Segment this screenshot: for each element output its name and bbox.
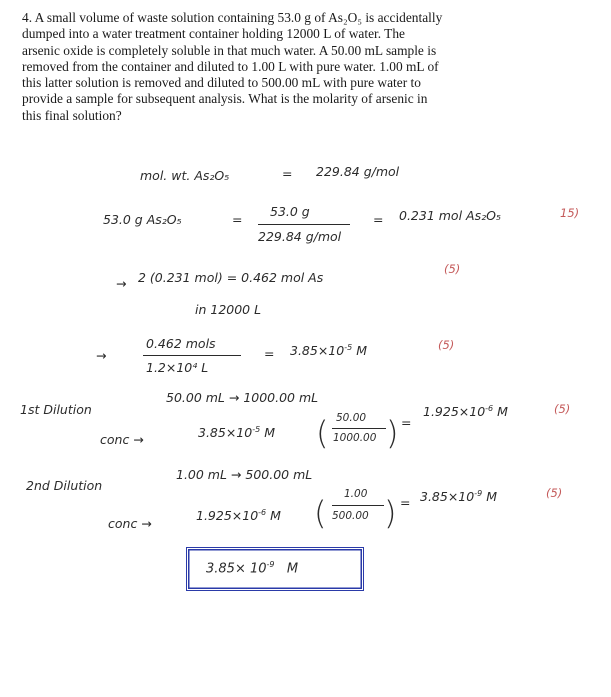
dilution1-paren-open: ( [316,414,329,452]
step1-fraction-bar [258,224,350,225]
dilution1-equals: = [401,415,412,430]
dilution2-paren-open: ( [314,494,327,532]
question-text [22,10,592,124]
dilution1-conc: $3.85\times 10^{-5}$ M [198,425,275,441]
dilution1-paren-close: ) [386,414,399,452]
step3-arrow: → [96,348,107,363]
question-line: arsenic oxide is completely soluble in that much water. A 50.00 mL sample is [22,42,437,58]
step1-denominator: 229.84 g/mol [258,229,342,244]
step2-points: (5) [444,262,461,276]
dilution1-points: (5) [554,402,571,416]
step3-equals: = [264,346,275,361]
step1-numerator: 53.0 g [270,204,310,219]
step3-denominator: 1.2×10⁴ L [146,360,209,375]
step3-numerator: 0.462 mols [146,336,216,351]
dilution2-conc: $1.925\times 10^{-6}$ M [196,508,281,524]
dilution1-volumes: 50.00 mL → 1000.00 mL [166,390,319,405]
dilution1-result: $1.925\times 10^{-6}$ M [423,404,508,420]
molwt-value: 229.84 g/mol [316,164,400,179]
final-answer: $3.85\times 10^{-9}$ M [206,560,299,577]
dilution2-points: (5) [546,486,563,500]
step1-result: 0.231 mol As₂O₅ [399,208,501,223]
question-line: this final solution? [22,107,122,123]
step3-result: $3.85\times 10^{-5}$ M [290,343,367,359]
question-line: this latter solution is removed and diluted to 500.00 mL with pure water to [22,75,421,91]
dilution1-label: 1st Dilution [20,402,92,417]
dilution1-conc-label: conc → [100,432,144,447]
dilution2-result: $3.85\times 10^{-9}$ M [420,489,497,505]
dilution2-frac-num: 1.00 [344,488,368,500]
step1-equals: = [232,212,243,227]
step1-equals-2: = [373,212,384,227]
step1-lhs: 53.0 g As₂O₅ [103,212,182,227]
dilution2-volumes: 1.00 mL → 500.00 mL [176,467,313,482]
question-line: removed from the container and diluted to 1.00 L with pure water. 1.00 mL of [22,58,439,74]
step3-points: (5) [438,338,455,352]
molwt-equals: = [282,166,293,181]
dilution2-fraction-bar [332,505,384,506]
step2-text: 2 (0.231 mol) = 0.462 mol As [138,270,324,285]
dilution2-paren-close: ) [384,494,397,532]
question-line: dumped into a water treatment container holding 12000 L of water. The [22,26,406,42]
step2-subtext: in 12000 L [195,302,262,317]
step2-arrow: → [116,276,127,291]
step3-fraction-bar [143,355,241,356]
dilution2-equals: = [400,495,411,510]
dilution2-frac-den: 500.00 [332,510,369,522]
question-line: 4. A small volume of waste solution containing 53.0 g of As₂O₅ is accidentally [22,10,443,25]
dilution1-frac-den: 1000.00 [333,432,377,444]
dilution2-conc-label: conc → [108,516,152,531]
dilution1-frac-num: 50.00 [336,412,367,424]
question-line: provide a sample for subsequent analysis. What is the molarity of arsenic in [22,91,428,107]
dilution1-fraction-bar [332,428,386,429]
step1-points: 15) [560,206,580,220]
dilution2-label: 2nd Dilution [26,478,103,493]
molwt-label: mol. wt. As₂O₅ [140,168,230,183]
